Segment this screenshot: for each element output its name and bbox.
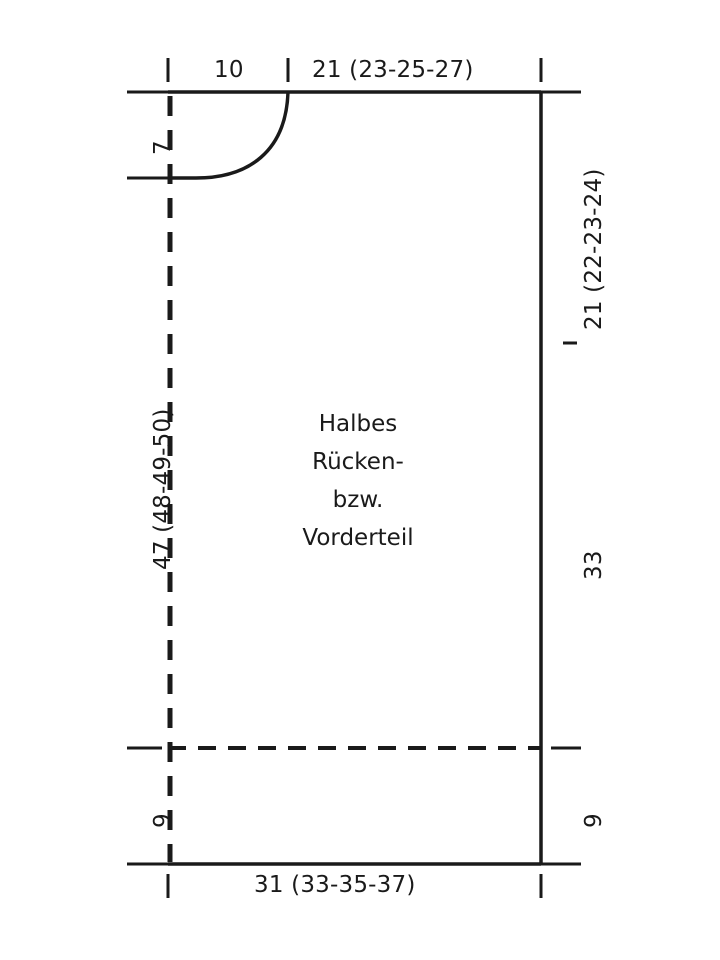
measure-neck-depth: 7 [150,140,176,155]
piece-label-line-3: bzw. [332,487,384,513]
piece-label [248,405,468,557]
piece-label-line-2: Rücken- [312,449,404,475]
measure-right-hem: 9 [581,813,607,828]
measure-top-right-width: 21 (23-25-27) [312,57,474,83]
neckline-curve [168,92,288,178]
measure-right-lower-length: 33 [581,550,607,580]
measure-bottom-width: 31 (33-35-37) [254,872,416,898]
measure-left-hem: 9 [150,813,176,828]
piece-label-line-4: Vorderteil [302,525,414,551]
piece-label-line-1: Halbes [318,411,398,437]
measure-top-left-width: 10 [214,57,244,83]
measure-left-total-length: 47 (48-49-50) [150,408,176,570]
measure-right-upper-length: 21 (22-23-24) [581,168,607,330]
